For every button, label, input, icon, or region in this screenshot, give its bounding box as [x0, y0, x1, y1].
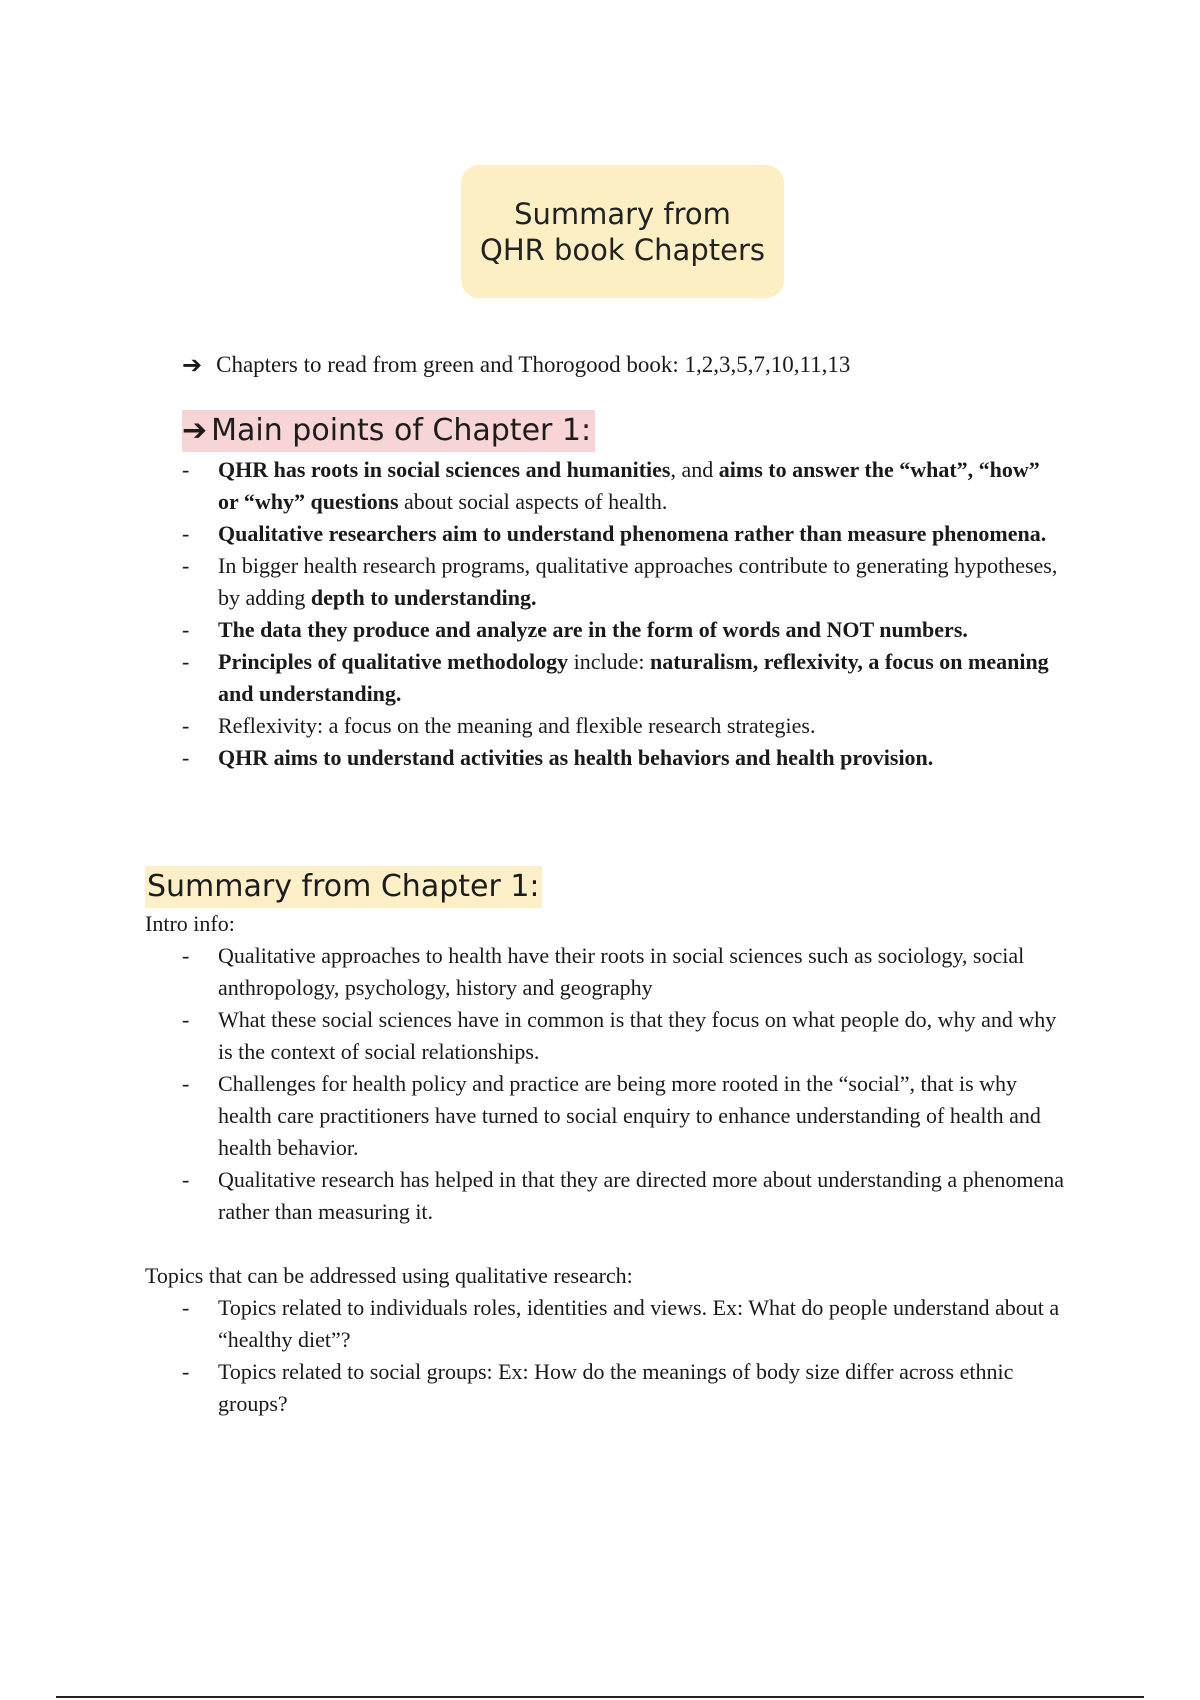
- intro-label: Intro info:: [145, 911, 235, 936]
- list-item-text: Challenges for health policy and practice are being more rooted in the “social”, that is why health care practitioners have turned to social enquiry to enhance understanding of health and health behavior.: [218, 1071, 1041, 1160]
- arrow-icon: ➔: [182, 413, 208, 448]
- list-item: [182, 1068, 1072, 1164]
- main-points-heading: [182, 410, 595, 452]
- list-item-text: Reflexivity: a focus on the meaning and flexible research strategies.: [218, 713, 816, 738]
- dash-bullet: -: [182, 553, 190, 578]
- list-item-text: The data they produce and analyze are in the form of words and NOT numbers.: [218, 617, 968, 642]
- chapters-note-text: Chapters to read from green and Thorogood book: 1,2,3,5,7,10,11,13: [216, 352, 851, 377]
- dash-bullet: -: [182, 745, 190, 770]
- title-line-2: QHR book Chapters: [480, 232, 765, 267]
- list-item-text: In bigger health research programs, qualitative approaches contribute to generating hypotheses, by adding: [218, 553, 1058, 610]
- list-item-text: about social aspects of health.: [398, 489, 668, 514]
- list-item-text: Principles of qualitative methodology: [218, 649, 569, 674]
- dash-bullet: -: [182, 1007, 190, 1032]
- list-item-text: Qualitative researchers aim to understand phenomena rather than measure phenomena.: [218, 521, 1047, 546]
- list-item-text: QHR aims to understand activities as health behaviors and health provision.: [218, 745, 934, 770]
- list-item: [182, 742, 1062, 774]
- list-item-text: Qualitative research has helped in that they are directed more about understanding a phenomena rather than measuring it.: [218, 1167, 1065, 1224]
- dash-bullet: -: [182, 649, 190, 674]
- summary-heading: Summary from Chapter 1:: [145, 866, 542, 908]
- dash-bullet: -: [182, 457, 190, 482]
- list-item: [182, 940, 1072, 1004]
- list-item-text: naturalism, reflexivity, a focus on meaning and understanding.: [218, 649, 1049, 706]
- dash-bullet: -: [182, 713, 190, 738]
- bottom-divider: [56, 1696, 1144, 1698]
- main-points-heading-text: Main points of Chapter 1:: [211, 413, 592, 448]
- list-item: [182, 614, 1062, 646]
- list-item-text: QHR has roots in social sciences and humanities: [218, 457, 671, 482]
- list-item: [182, 454, 1062, 518]
- title-line-1: Summary from: [514, 196, 731, 231]
- dash-bullet: -: [182, 1071, 190, 1096]
- topics-label: Topics that can be addressed using qualitative research:: [145, 1263, 633, 1288]
- list-item: [182, 646, 1062, 710]
- list-item: [182, 1292, 1072, 1356]
- list-item: [182, 550, 1062, 614]
- list-item: [182, 1164, 1072, 1228]
- intro-list: [182, 940, 1072, 1228]
- main-points-list: [182, 454, 1062, 774]
- dash-bullet: -: [182, 617, 190, 642]
- list-item: [182, 1004, 1072, 1068]
- list-item-text: include:: [568, 649, 651, 674]
- dash-bullet: -: [182, 1167, 190, 1192]
- dash-bullet: -: [182, 1295, 190, 1320]
- list-item-text: Topics related to individuals roles, identities and views. Ex: What do people understand about a “healthy diet”?: [218, 1295, 1060, 1352]
- list-item-text: depth to understanding.: [310, 585, 537, 610]
- list-item: [182, 518, 1062, 550]
- title-box: [461, 165, 784, 298]
- dash-bullet: -: [182, 521, 190, 546]
- list-item-text: , and: [670, 457, 719, 482]
- list-item: [182, 710, 1062, 742]
- list-item-text: What these social sciences have in common is that they focus on what people do, why and why is the context of social relationships.: [218, 1007, 1057, 1064]
- dash-bullet: -: [182, 1359, 190, 1384]
- arrow-icon: ➔: [182, 351, 203, 379]
- chapters-note: [182, 348, 850, 382]
- list-item-text: Topics related to social groups: Ex: How do the meanings of body size differ across ethnic groups?: [218, 1359, 1014, 1416]
- dash-bullet: -: [182, 943, 190, 968]
- list-item-text: aims to answer the “what”, “how” or “why” questions: [218, 457, 1040, 514]
- list-item-text: Qualitative approaches to health have their roots in social sciences such as sociology, social anthropology, psychology, history and geography: [218, 943, 1025, 1000]
- topics-list: [182, 1292, 1072, 1420]
- list-item: [182, 1356, 1072, 1420]
